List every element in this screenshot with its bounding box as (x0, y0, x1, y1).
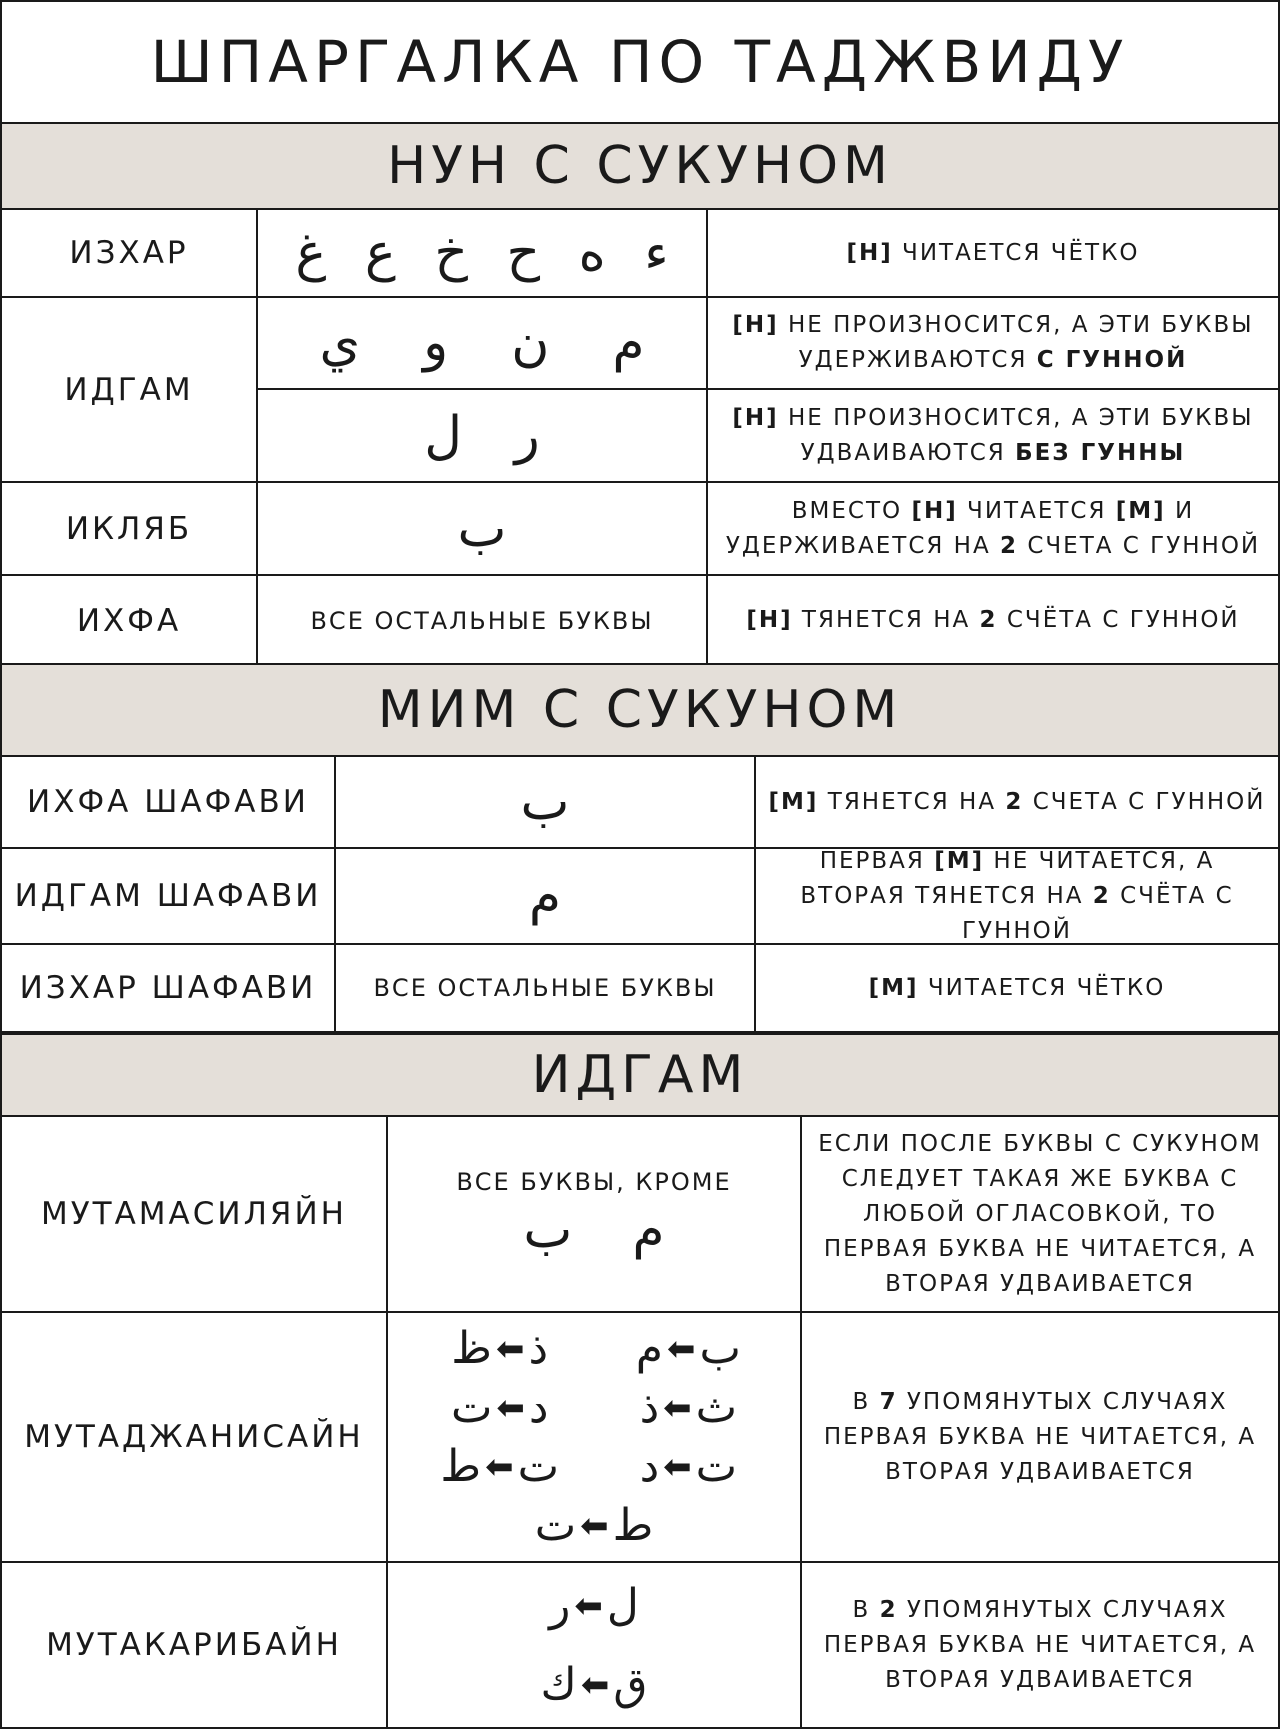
desc-izhar-text: ЧИТАЕТСЯ ЧЁТКО (892, 239, 1140, 266)
desc-iklab (708, 483, 1278, 576)
rule-label-idgam-shafawi: ИДГАМ ШАФАВИ (2, 849, 336, 945)
desc-ihfa-shafawi-t1: ТЯНЕТСЯ НА (818, 788, 1006, 815)
nun-block (2, 210, 1278, 665)
idgam-block (2, 1117, 1278, 1727)
desc-mutajanisain (802, 1313, 1278, 1563)
idgam-no-gunna-letter: ل (424, 405, 463, 466)
izhar-letter: غ (295, 223, 327, 283)
page-title: ШПАРГАЛКА ПО ТАДЖВИДУ (2, 2, 1278, 124)
arrow-left-icon: ⬅ (574, 1585, 603, 1626)
izhar-letter: خ (434, 223, 468, 283)
mutajanisain-to-letter: م (635, 1323, 663, 1374)
letters-mutajanisain (388, 1313, 802, 1563)
mutajanisain-to-letter: ذ (639, 1382, 660, 1433)
mutajanisain-to-letter: ط (440, 1441, 482, 1492)
rule-label-mutamasilain: МУТАМАСИЛЯЙН (2, 1117, 388, 1313)
letter-idgam-shafawi: م (336, 849, 756, 945)
desc-ihfa-b1: [Н] (746, 607, 793, 633)
desc-iklab-t1: ВМЕСТО (791, 497, 912, 524)
desc-idgam-shafawi-t1: ПЕРВАЯ (819, 847, 935, 874)
desc-idgam-shafawi (756, 849, 1278, 945)
mutajanisain-from-letter: ث (695, 1382, 738, 1433)
desc-ihfa-shafawi (756, 757, 1278, 849)
desc-mutamasilain: ЕСЛИ ПОСЛЕ БУКВЫ С СУКУНОМ СЛЕДУЕТ ТАКАЯ ЖЕ БУКВА С ЛЮБОЙ ОГЛАСОВКОЙ, ТО ПЕРВАЯ БУКВА НЕ ЧИТАЕТСЯ, А ВТОРАЯ УДВАИВАЕТСЯ (802, 1117, 1278, 1313)
desc-ihfa-shafawi-b1: [М] (768, 788, 819, 815)
arrow-left-icon: ⬅ (485, 1446, 514, 1487)
mutajanisain-from-letter: د (528, 1382, 549, 1433)
letters-mutamasilain (388, 1117, 802, 1313)
arrow-left-icon: ⬅ (496, 1387, 525, 1428)
mutakaribain-to-letter: ك (540, 1659, 577, 1710)
letters-ihfa: ВСЕ ОСТАЛЬНЫЕ БУКВЫ (258, 576, 708, 665)
desc-izhar-bold: [Н] (846, 239, 893, 266)
desc-mutajanisain-t1: В (852, 1388, 880, 1415)
rule-label-izhar: ИЗХАР (2, 210, 258, 298)
desc-idgam-nogunna-text: НЕ ПРОИЗНОСИТСЯ, А ЭТИ БУКВЫ УДВАИВАЮТСЯ (778, 404, 1254, 466)
mutajanisain-pair (629, 1382, 748, 1433)
idgam-gunna-letter: م (612, 313, 645, 373)
arrow-left-icon: ⬅ (496, 1328, 525, 1369)
mutajanisain-pair (440, 1323, 559, 1374)
desc-izhar-shafawi-t1: ЧИТАЕТСЯ ЧЁТКО (918, 974, 1166, 1001)
desc-izhar-shafawi (756, 945, 1278, 1031)
desc-izhar-shafawi-b1: [М] (868, 974, 919, 1001)
desc-ihfa-shafawi-b2: 2 (1005, 788, 1024, 815)
mutajanisain-pair (629, 1323, 748, 1374)
letters-izhar-shafawi: ВСЕ ОСТАЛЬНЫЕ БУКВЫ (336, 945, 756, 1031)
desc-ihfa (708, 576, 1278, 665)
idgam-gunna-letter: و (423, 313, 449, 373)
mutakaribain-pair (541, 1580, 648, 1631)
desc-mutajanisain-t2: УПОМЯНУТЫХ СЛУЧАЯХ ПЕРВАЯ БУКВА НЕ ЧИТАЕТСЯ, А ВТОРАЯ УДВАИВАЕТСЯ (823, 1388, 1257, 1485)
idgam-gunna-letter: ن (511, 313, 550, 373)
mutajanisain-pair (440, 1441, 559, 1492)
desc-idgam-nogunna-bold1: [Н] (732, 404, 779, 431)
arrow-left-icon: ⬅ (580, 1505, 609, 1546)
desc-idgam-shafawi-t3: СЧЁТА С ГУННОЙ (962, 882, 1234, 944)
desc-mutakaribain (802, 1563, 1278, 1727)
letters-idgam-no-gunna (258, 390, 708, 483)
izhar-letter: ء (644, 223, 669, 283)
desc-iklab-b2: [М] (1115, 497, 1166, 524)
rule-label-ihfa-shafawi: ИХФА ШАФАВИ (2, 757, 336, 849)
mutakaribain-pair (541, 1659, 648, 1710)
mutamasilain-letter: ب (523, 1200, 573, 1260)
rule-label-ihfa: ИХФА (2, 576, 258, 665)
desc-iklab-t2: ЧИТАЕТСЯ (957, 497, 1116, 524)
desc-idgam-gunna-text: НЕ ПРОИЗНОСИТСЯ, А ЭТИ БУКВЫ УДЕРЖИВАЮТСЯ (778, 312, 1254, 373)
letters-idgam-gunna (258, 298, 708, 390)
desc-idgam-shafawi-t2: НЕ ЧИТАЕТСЯ, А ВТОРАЯ ТЯНЕТСЯ НА (800, 847, 1215, 909)
letters-mutamasilain-text: ВСЕ БУКВЫ, КРОМЕ (456, 1168, 732, 1196)
idgam-gunna-letter: ي (319, 313, 361, 373)
desc-mutakaribain-b1: 2 (879, 1596, 898, 1623)
section-header-idgam: ИДГАМ (2, 1033, 1278, 1117)
desc-mutajanisain-b1: 7 (879, 1388, 898, 1415)
section-header-nun: НУН С СУКУНОМ (2, 124, 1278, 210)
desc-mutakaribain-t2: УПОМЯНУТЫХ СЛУЧАЯХ ПЕРВАЯ БУКВА НЕ ЧИТАЕТСЯ, А ВТОРАЯ УДВАИВАЕТСЯ (823, 1596, 1257, 1693)
mutajanisain-pair (440, 1500, 747, 1551)
mutajanisain-to-letter: ظ (451, 1323, 492, 1374)
desc-idgam-no-gunna (708, 390, 1278, 483)
desc-ihfa-b2: 2 (979, 607, 998, 633)
letters-izhar (258, 210, 708, 298)
rule-label-iklab: ИКЛЯБ (2, 483, 258, 576)
desc-iklab-t3: И УДЕРЖИВАЕТСЯ НА (725, 497, 1195, 559)
desc-iklab-b1: [Н] (911, 497, 958, 524)
mutamasilain-letter: م (632, 1200, 665, 1260)
arrow-left-icon: ⬅ (666, 1328, 696, 1369)
mutajanisain-pair (440, 1382, 559, 1433)
mutajanisain-from-letter: ط (612, 1500, 654, 1551)
rule-label-izhar-shafawi: ИЗХАР ШАФАВИ (2, 945, 336, 1031)
idgam-no-gunna-letter: ر (514, 405, 540, 466)
desc-idgam-gunna (708, 298, 1278, 390)
mutajanisain-from-letter: ت (695, 1441, 738, 1492)
arrow-left-icon: ⬅ (580, 1664, 610, 1705)
letters-mutakaribain (388, 1563, 802, 1727)
desc-mutakaribain-t1: В (852, 1596, 880, 1623)
mutajanisain-from-letter: ب (699, 1323, 741, 1374)
rule-label-mutakaribain: МУТАКАРИБАЙН (2, 1563, 388, 1727)
desc-idgam-gunna-bold1: [Н] (732, 312, 779, 338)
mutajanisain-from-letter: ت (517, 1441, 559, 1492)
mutakaribain-from-letter: ل (606, 1580, 639, 1631)
desc-iklab-t4: СЧЕТА С ГУННОЙ (1018, 532, 1261, 559)
section-header-mim: МИМ С СУКУНОМ (2, 665, 1278, 757)
desc-idgam-nogunna-bold2: БЕЗ ГУННЫ (1015, 439, 1186, 466)
mutakaribain-to-letter: ر (549, 1580, 571, 1631)
mutajanisain-from-letter: ذ (528, 1323, 549, 1374)
mutajanisain-pair (629, 1441, 748, 1492)
arrow-left-icon: ⬅ (663, 1387, 692, 1428)
desc-ihfa-t2: СЧЁТА С ГУННОЙ (997, 607, 1240, 633)
rule-label-idgam: ИДГАМ (2, 298, 258, 483)
izhar-letter: ح (506, 223, 541, 283)
desc-izhar (708, 210, 1278, 298)
letter-iklab: ب (258, 483, 708, 576)
desc-iklab-b3: 2 (1000, 532, 1019, 559)
mutajanisain-to-letter: ت (534, 1500, 577, 1551)
desc-idgam-shafawi-b2: 2 (1092, 882, 1111, 909)
desc-ihfa-t1: ТЯНЕТСЯ НА (792, 607, 980, 633)
arrow-left-icon: ⬅ (663, 1446, 692, 1487)
letter-ihfa-shafawi: ب (336, 757, 756, 849)
mutakaribain-from-letter: ق (613, 1659, 648, 1710)
izhar-letter: ع (364, 223, 396, 283)
desc-idgam-shafawi-b1: [М] (934, 847, 985, 874)
desc-idgam-gunna-bold2: С ГУННОЙ (1036, 347, 1188, 373)
izhar-letter: ه (578, 223, 606, 283)
mutajanisain-to-letter: د (639, 1441, 660, 1492)
mim-block (2, 757, 1278, 1033)
desc-ihfa-shafawi-t2: СЧЕТА С ГУННОЙ (1023, 788, 1266, 815)
rule-label-mutajanisain: МУТАДЖАНИСАЙН (2, 1313, 388, 1563)
mutajanisain-to-letter: ت (450, 1382, 493, 1433)
